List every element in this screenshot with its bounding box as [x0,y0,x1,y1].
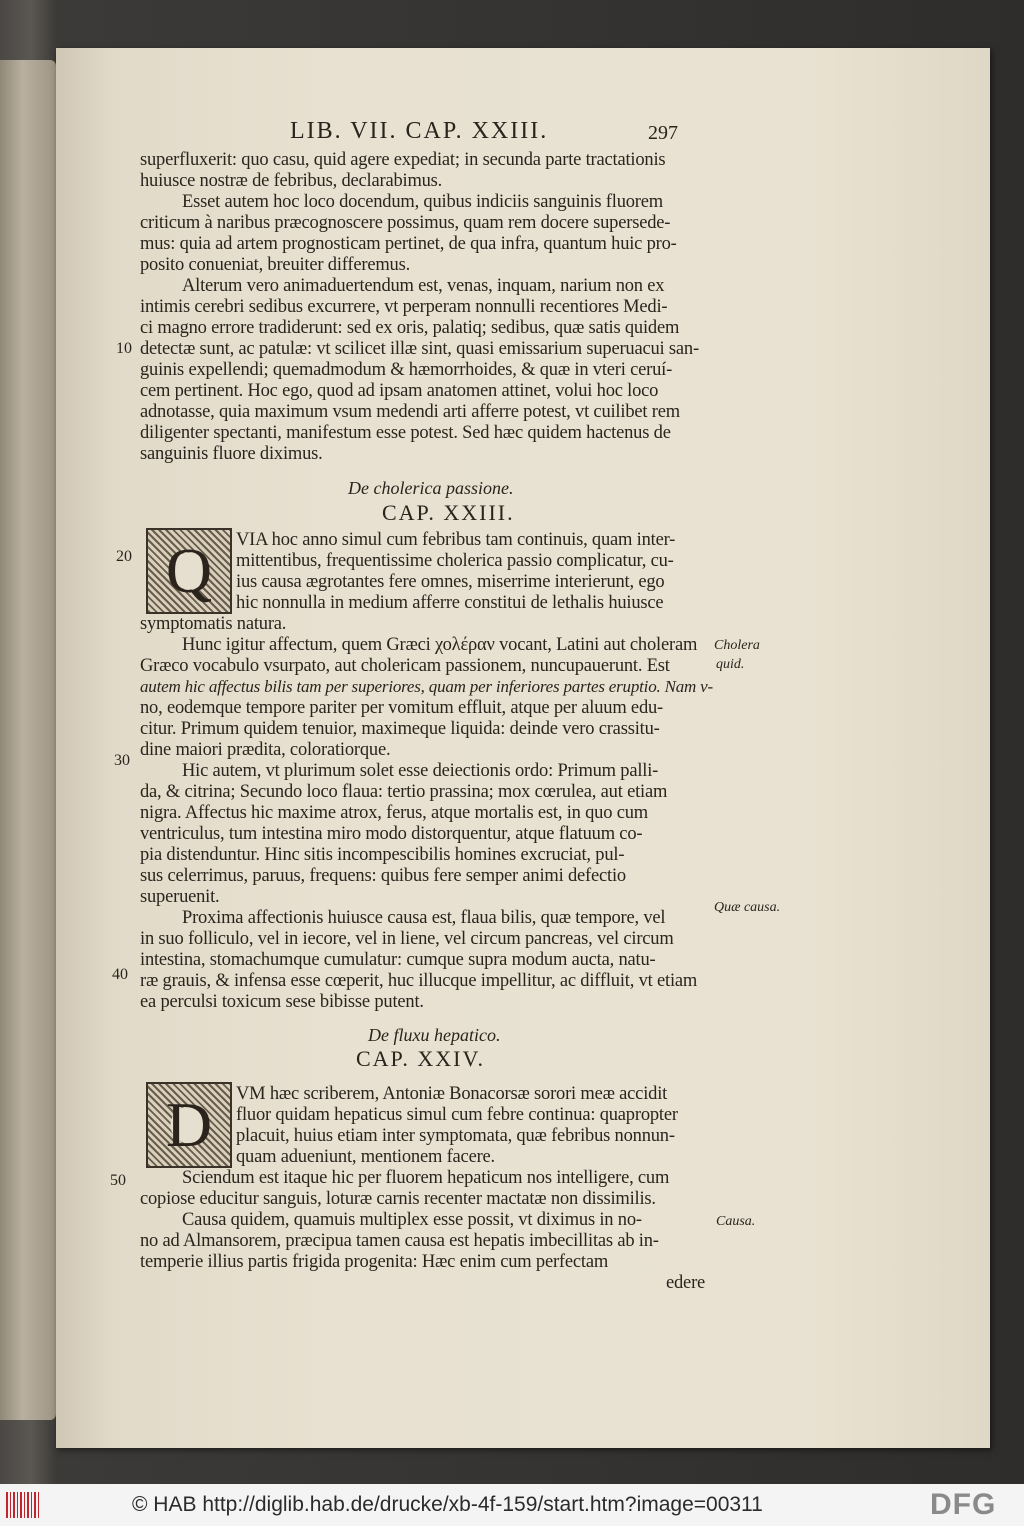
section-title: De cholerica passione. [348,478,514,498]
body-line: placuit, huius etiam inter symptomata, quæ febribus nonnun- [236,1126,675,1146]
page-number: 297 [648,122,678,144]
body-line: Causa quidem, quamuis multiplex esse possit, vt diximus in no- [182,1210,642,1230]
body-line: adnotasse, quia maximum vsum medendi arti afferre potest, vt cuilibet rem [140,402,680,422]
initial-letter: Q [165,535,213,606]
body-line: copiose educitur sanguis, loturæ carnis recenter mactatæ non dissimilis. [140,1189,656,1209]
hab-barcode-icon [6,1492,40,1518]
body-line: ræ grauis, & infensa esse cœperit, huc illucque impellitur, ac diffluit, vt etiam [140,971,698,991]
previous-page-edge [0,60,56,1420]
body-line: Sciendum est itaque hic per fluorem hepaticum nos intelligere, cum [182,1168,670,1188]
body-line: dine maiori prædita, coloratiorque. [140,740,391,760]
body-line: sus celerrimus, paruus, frequens: quibus fere semper animi defectio [140,866,626,886]
margin-note: Causa. [716,1214,756,1229]
body-line: hic nonnulla in medium afferre constitui de lethalis huiusce [236,593,664,613]
body-line: VM hæc scriberem, Antoniæ Bonacorsæ sorori meæ accidit [236,1084,668,1104]
chapter-heading: CAP. XXIII. [382,500,515,525]
body-line: superfluxerit: quo casu, quid agere expediat; in secunda parte tractationis [140,150,666,170]
body-line: ventriculus, tum intestina miro modo distorquentur, atque flatuum co- [140,824,643,844]
body-line: no, eodemque tempore pariter per vomitum effluit, atque per aluum edu- [140,698,664,718]
body-line: in suo folliculo, vel in iecore, vel in liene, vel circum pancreas, vel circum [140,929,674,949]
body-line: sanguinis fluore diximus. [140,444,323,464]
body-line: huiusce nostræ de febribus, declarabimus. [140,171,443,191]
body-line: intimis cerebri sedibus excurrere, vt perperam nonnulli recentiores Medi- [140,297,668,317]
line-number: 30 [114,752,130,769]
body-line: da, & citrina; Secundo loco flaua: tertio prassina; mox cœrulea, aut etiam [140,782,668,802]
body-line: superuenit. [140,887,220,907]
body-line: citur. Primum quidem tenuior, maximeque liquida: deinde vero crassitu- [140,719,660,739]
catchword: edere [666,1273,706,1293]
body-line: autem hic affectus bilis tam per superiores, quam per inferiores partes eruptio. Nam v- [140,677,713,696]
body-line: posito conueniat, breuiter differemus. [140,255,410,275]
body-line: pia distenduntur. Hinc sitis incompescibilis homines excruciat, pul- [140,845,625,865]
body-line: Alterum vero animaduertendum est, venas, inquam, narium non ex [182,276,665,296]
body-line: diligenter spectanti, manifestum esse potest. Sed hæc quidem hactenus de [140,423,671,443]
body-line: guinis expellendi; quemadmodum & hæmorrhoides, & quæ in vteri ceruí- [140,360,673,380]
body-line: quam adueniunt, mentionem facere. [236,1147,495,1167]
body-line: Esset autem hoc loco docendum, quibus indiciis sanguinis fluorem [182,192,663,212]
line-number: 20 [116,548,132,565]
body-line: cem pertinent. Hoc ego, quod ad ipsam anatomen attinet, volui hoc loco [140,381,659,401]
section-title: De fluxu hepatico. [368,1025,501,1045]
body-line: mus: quia ad artem prognosticam pertinet, de qua infra, quantum huic pro- [140,234,677,254]
body-line: mittentibus, frequentissime cholerica passio complicatur, cu- [236,551,674,571]
body-line: intestina, stomachumque cumulatur: cumque supra modum aucta, natu- [140,950,656,970]
margin-note: Cholera [714,638,760,653]
body-line: Hic autem, vt plurimum solet esse deiectionis ordo: Primum palli- [182,761,659,781]
body-line: Proxima affectionis huiusce causa est, flaua bilis, quæ tempore, vel [182,908,666,928]
body-line: ea perculsi toxicum sese bibisse putent. [140,992,424,1012]
viewer-footer [0,1484,1024,1526]
line-number: 10 [116,340,132,357]
line-number: 50 [110,1172,126,1189]
initial-letter: D [165,1089,213,1160]
body-line: detectæ sunt, ac patulæ: vt scilicet illæ sint, quasi emissarium superuacui san- [140,339,699,359]
margin-note: quid. [716,657,745,672]
line-number: 40 [112,966,128,983]
body-line: Hunc igitur affectum, quem Græci χολέραν vocant, Latini aut choleram [182,635,698,655]
body-line: fluor quidam hepaticus simul cum febre continua: quapropter [236,1105,678,1125]
copyright-url[interactable]: © HAB http://diglib.hab.de/drucke/xb-4f-159/start.htm?image=00311 [132,1493,763,1516]
body-line: symptomatis natura. [140,614,287,634]
decorated-initial-q [146,528,232,614]
body-line: Græco vocabulo vsurpato, aut cholericam passionem, nuncupauerunt. Est [140,656,670,676]
body-line: ius causa ægrotantes fere omnes, miserrime interierunt, ego [236,572,665,592]
body-line: no ad Almansorem, præcipua tamen causa est hepatis imbecillitas ab in- [140,1231,659,1251]
margin-note: Quæ causa. [714,900,781,915]
body-line: nigra. Affectus hic maxime atrox, ferus, atque mortalis est, in quo cum [140,803,648,823]
dfg-logo: DFG [930,1488,997,1521]
chapter-heading: CAP. XXIV. [356,1046,486,1071]
body-line: temperie illius partis frigida progenita: Hæc enim cum perfectam [140,1252,609,1272]
decorated-initial-d [146,1082,232,1168]
running-head: LIB. VII. CAP. XXIII. [290,118,549,144]
body-line: criticum à naribus præcognoscere possimus, quam rem docere supersede- [140,213,671,233]
body-line: VIA hoc anno simul cum febribus tam continuis, quam inter- [236,530,676,550]
body-line: ci magno errore tradiderunt: sed ex oris, palatiq; sedibus, quæ satis quidem [140,318,680,338]
